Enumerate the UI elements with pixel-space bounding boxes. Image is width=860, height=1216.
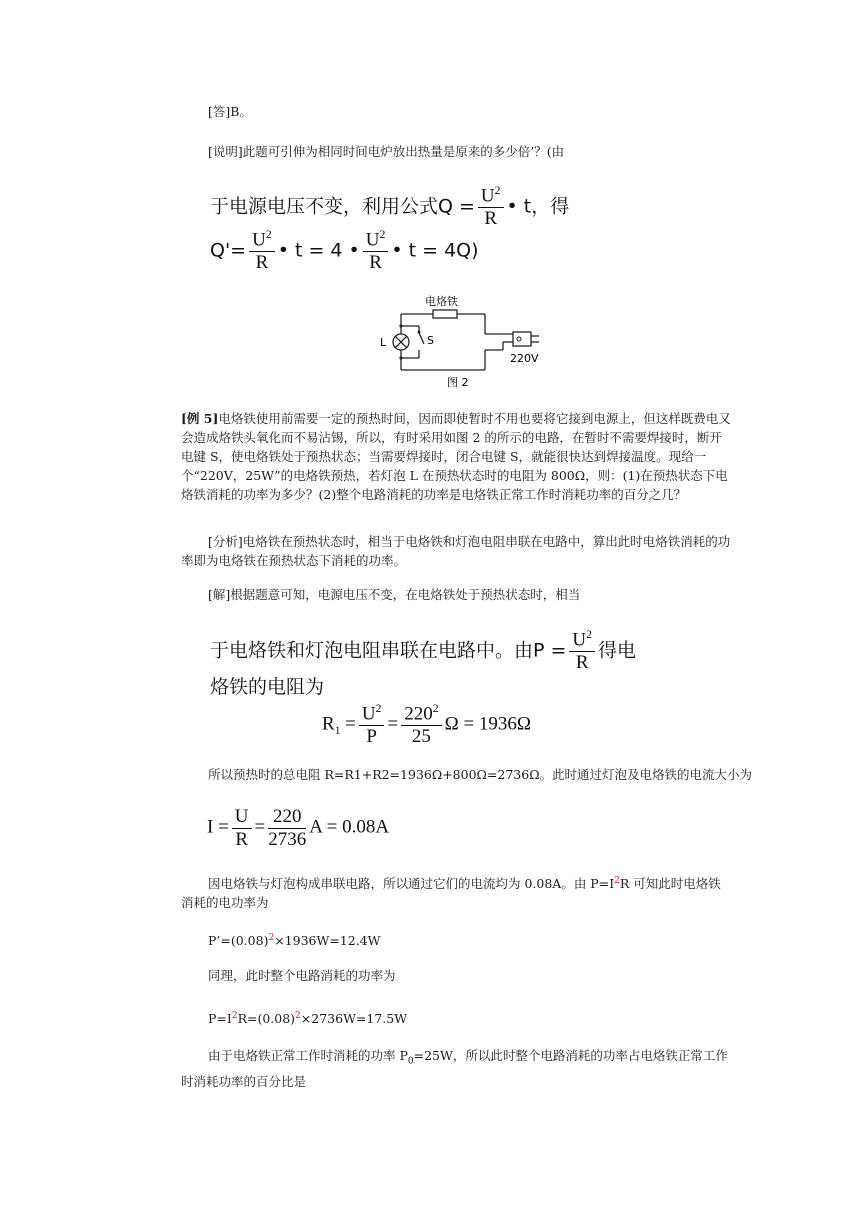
switch-label: S <box>427 334 434 347</box>
example-tag: [例 5] <box>181 411 219 426</box>
figure-caption: 图 2 <box>447 376 469 389</box>
iron-resistor <box>433 310 457 318</box>
series-paragraph: 因电烙铁与灯泡构成串联电路，所以通过它们的电流均为 0.08A。由 $P=I^2R$ 可知此时电烙铁消耗的电功率为 <box>181 876 721 911</box>
total-resistance-line: 所以预热时的总电阻 R=R1+R2=1936Ω+800Ω=2736Ω。此时通过灯泡及电烙铁的电流大小为 <box>208 767 753 782</box>
formula-p: 于电烙铁和灯泡电阻串联在电路中。由P = $\frac{U^2}{R}$ 得电 <box>210 628 637 674</box>
formula-q-prime: Q'= $\frac{U^2}{R}$ • t = 4 • $\frac{U^2}{R}$ • t = 4Q) <box>210 228 479 274</box>
lamp-label: L <box>380 336 387 349</box>
switch-blade <box>419 333 424 344</box>
answer-line: [答]B。 <box>208 104 252 119</box>
iron-label: 电烙铁 <box>425 295 458 308</box>
solution-line: [解]根据题意可知，电源电压不变，在电烙铁处于预热状态时，相当 <box>208 587 581 602</box>
formula-p-line2: 烙铁的电阻为 <box>210 676 325 698</box>
similarly-line: 同理，此时整个电路消耗的功率为 <box>208 968 396 983</box>
analysis-paragraph: [分析]电烙铁在预热状态时，相当于电烙铁和灯泡电阻串联在电路中，算出此时电烙铁消耗的功率即为电烙铁在预热状态下消耗的功率。 <box>181 534 731 568</box>
formula-q: 于电源电压不变，利用公式Q = $\frac{U^2}{R}$ • t，得 <box>210 184 570 230</box>
plug-body <box>513 332 531 346</box>
example-text: 电烙铁使用前需要一定的预热时间，因而即使暂时不用也要将它接到电源上，但这样既费电又会造成烙铁头氧化而不易沾锡，所以，有时采用如图 2 的所示的电路，在暂时不需要焊接时，断开电键 S，使电烙铁处于预热状态；当需要焊接时，闭合电键 S，就能很快达到焊接温度。现给一个“220V，25W”的电烙铁预热，若灯泡 L 在预热状态时的电阻为 800Ω，则：(1)在预热状态下电烙铁消耗的功率为多少？(2)整个电路消耗的功率是电烙铁正常工作时消耗功率的百分之几？ <box>181 411 731 502</box>
formula-r1: $R_1$ = $\frac{U^2}{P}$ = $\frac{220^2}{25}$ Ω = 1936Ω <box>322 702 532 748</box>
example-paragraph <box>181 409 731 504</box>
p-prime-line: $P’=(0.08)^2\times 1936W=12.4W$ <box>208 933 381 949</box>
voltage-label: 220V <box>510 352 539 365</box>
final-paragraph: 由于电烙铁正常工作时消耗的功率 $P_0=25W$，所以此时整个电路消耗的功率占电烙铁正常工作时消耗功率的百分比是 <box>181 1048 728 1089</box>
formula-current: I = $\frac{U}{R}$ = $\frac{220}{2736}$ A = 0.08A <box>207 806 390 850</box>
p-total-line: $P=I^2R=(0.08)^2\times 2736W=17.5W$ <box>208 1011 408 1027</box>
circuit-diagram <box>375 292 560 392</box>
note-line: [说明]此题可引伸为相同时间电炉放出热量是原来的多少倍’？(由 <box>208 144 565 159</box>
